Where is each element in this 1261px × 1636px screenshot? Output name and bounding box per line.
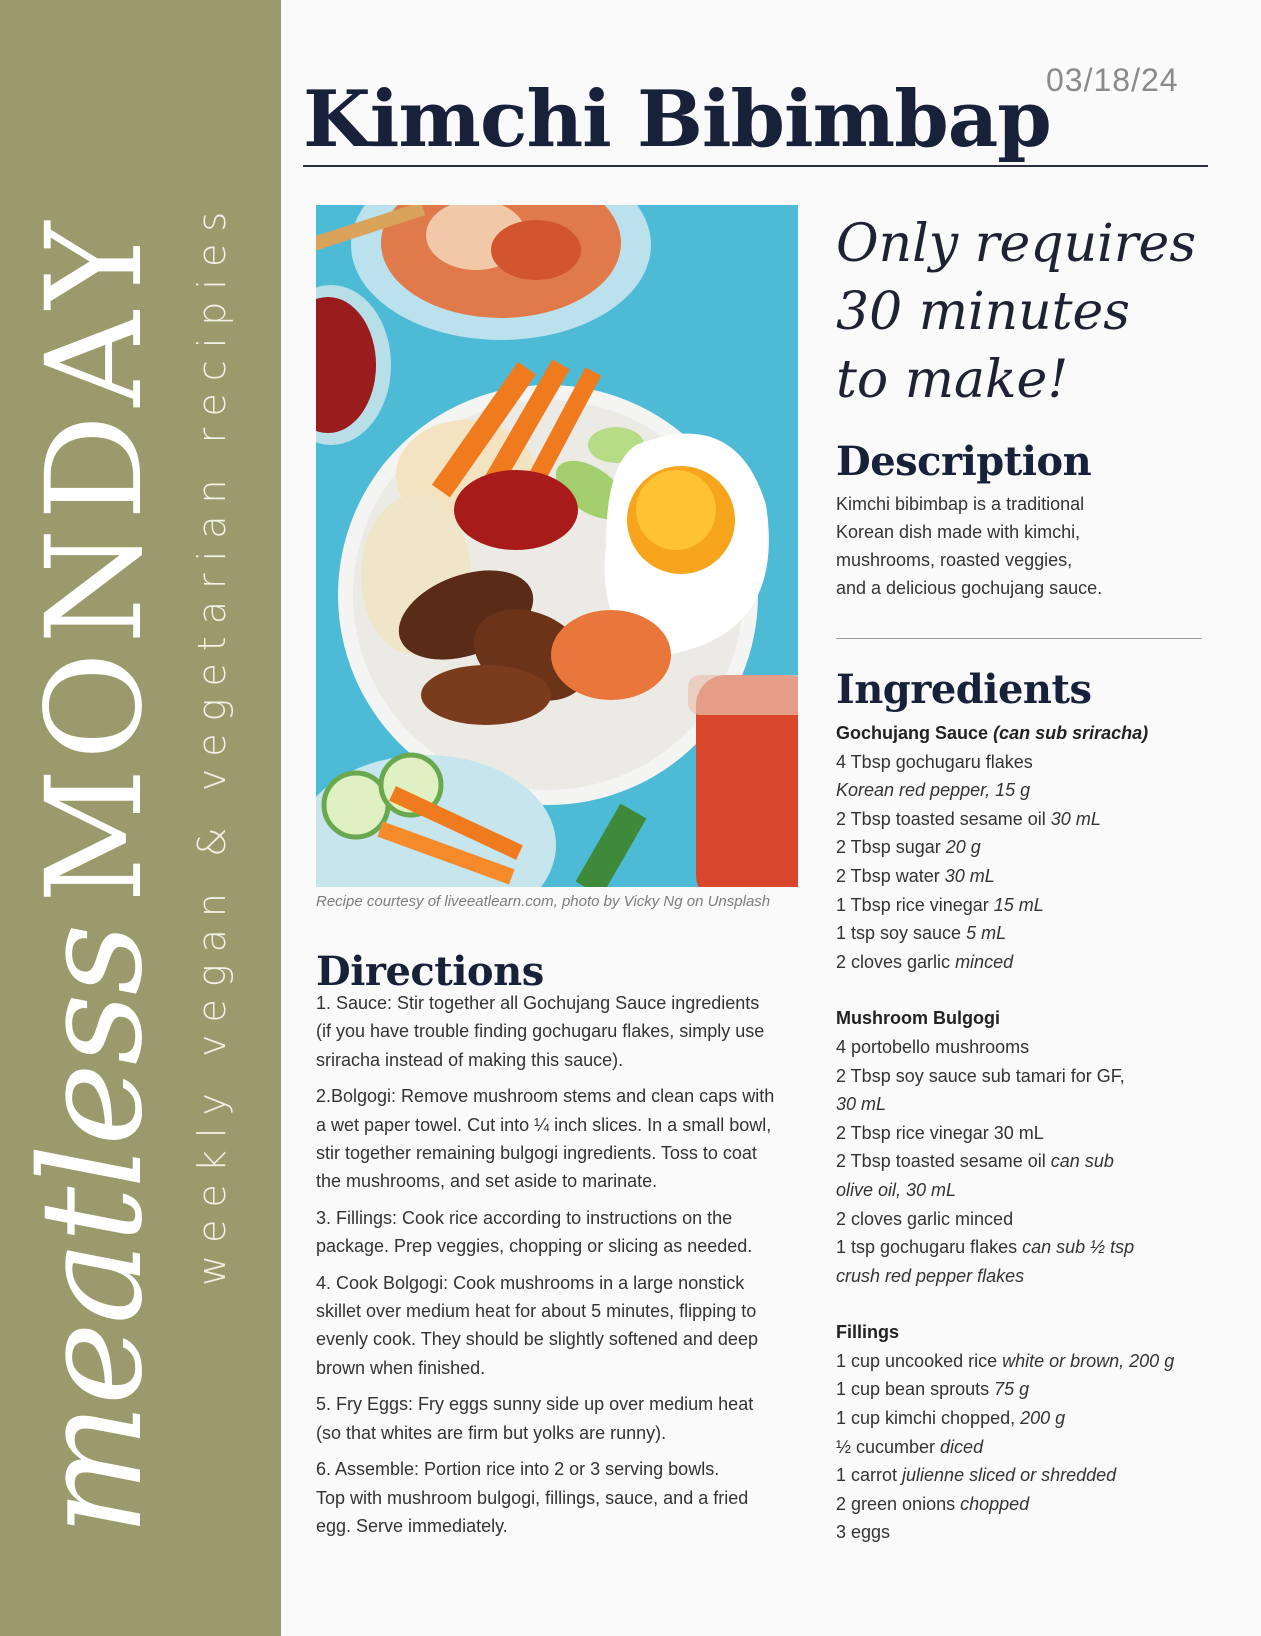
ingredients-heading: Ingredients <box>836 666 1092 713</box>
ingredient-text: 2 Tbsp rice vinegar 30 mL <box>836 1122 1044 1143</box>
ingredient-note: minced <box>955 951 1014 972</box>
ingredient-text: 2 green onions <box>836 1493 961 1514</box>
ingredient-text: 1 cup kimchi chopped, <box>836 1408 1021 1429</box>
ingredient-item <box>836 1490 1236 1519</box>
ingredient-note: chopped <box>960 1493 1030 1514</box>
ingredient-item <box>836 1176 1236 1205</box>
tagline-line: to make! <box>836 350 1069 410</box>
ingredient-group-title: Mushroom Bulgogi <box>836 1008 1000 1029</box>
ingredient-note: julienne sliced or shredded <box>902 1465 1117 1486</box>
ingredient-item <box>836 1062 1236 1091</box>
section-divider <box>836 638 1202 639</box>
ingredient-text: 4 portobello mushrooms <box>836 1036 1030 1057</box>
ingredient-text: 1 tsp gochugaru flakes <box>836 1237 1023 1258</box>
brand-caps: MONDAY <box>18 213 172 904</box>
group-title-text: Gochujang Sauce <box>836 723 989 743</box>
photo-caption: Recipe courtesy of liveeatlearn.com, photo by Vicky Ng on Unsplash <box>316 893 771 910</box>
ingredient-text: 1 cup bean sprouts <box>836 1379 995 1400</box>
direction-step <box>316 1390 806 1447</box>
direction-line: 2.Bolgogi: Remove mushroom stems and clean caps with <box>316 1086 775 1107</box>
direction-line: 1. Sauce: Stir together all Gochujang Sauce ingredients <box>316 993 760 1013</box>
ingredient-note: can sub <box>1050 1151 1114 1172</box>
ingredient-item <box>836 891 1236 920</box>
tagline <box>836 210 1196 414</box>
brand-script: meatless <box>11 925 174 1536</box>
ingredient-text: 1 Tbsp rice vinegar <box>836 894 994 915</box>
direction-line: a wet paper towel. Cut into ¼ inch slices. In a small bowl, <box>316 1114 772 1135</box>
title-divider <box>303 165 1208 167</box>
description-text <box>836 490 1166 602</box>
ingredient-group-title <box>836 719 1236 748</box>
page-title: Kimchi Bibimbap <box>303 74 1051 165</box>
group-spacer <box>836 976 1236 1004</box>
ingredient-item <box>836 776 1236 805</box>
tagline-line: 30 minutes <box>836 282 1130 342</box>
ingredient-group-title: Fillings <box>836 1322 899 1343</box>
ingredient-item <box>836 1461 1236 1490</box>
ingredient-item <box>836 1119 1236 1148</box>
direction-line: (if you have trouble finding gochugaru flakes, simply use <box>316 1021 765 1042</box>
ingredient-text: ½ cucumber <box>836 1436 941 1457</box>
ingredient-text: 2 Tbsp water <box>836 865 945 886</box>
direction-line: skillet over medium heat for about 5 minutes, flipping to <box>316 1301 757 1322</box>
ingredient-note: olive oil, 30 mL <box>836 1179 957 1200</box>
description-line: Korean dish made with kimchi, <box>836 522 1081 542</box>
ingredient-note: crush red pepper flakes <box>836 1265 1025 1286</box>
ingredient-item <box>836 862 1236 891</box>
ingredient-item <box>836 833 1236 862</box>
ingredient-item <box>836 805 1236 834</box>
ingredient-text: 1 carrot <box>836 1465 903 1486</box>
ingredient-text: 2 cloves garlic <box>836 951 956 972</box>
description-line: and a delicious gochujang sauce. <box>836 578 1103 598</box>
description-heading: Description <box>836 438 1092 485</box>
direction-line: Top with mushroom bulgogi, fillings, sauce, and a fried <box>316 1487 749 1508</box>
ingredient-item <box>836 1033 1236 1062</box>
ingredient-note: can sub ½ tsp <box>1022 1237 1135 1258</box>
ingredient-note: 5 mL <box>966 923 1007 944</box>
fillings-items <box>836 1347 1236 1547</box>
ingredient-text: 2 Tbsp toasted sesame oil <box>836 808 1051 829</box>
ingredient-item <box>836 1347 1236 1376</box>
direction-line: 3. Fillings: Cook rice according to instructions on the <box>316 1207 733 1228</box>
direction-step <box>316 1204 806 1261</box>
direction-line: 4. Cook Bolgogi: Cook mushrooms in a large nonstick <box>316 1272 745 1293</box>
ingredient-item <box>836 1433 1236 1462</box>
direction-line: evenly cook. They should be slightly softened and deep <box>316 1329 758 1350</box>
ingredient-item <box>836 1404 1236 1433</box>
brand-subtitle: weekly vegan & vegetarian recipies <box>190 199 234 1286</box>
direction-line: stir together remaining bulgogi ingredients. Toss to coat <box>316 1143 757 1164</box>
direction-line: brown when finished. <box>316 1357 486 1378</box>
ingredient-item <box>836 919 1236 948</box>
ingredient-item <box>836 748 1236 777</box>
brand-wordmark <box>8 214 180 1536</box>
group-title-note: (can sub sriracha) <box>993 723 1149 743</box>
description-line: Kimchi bibimbap is a traditional <box>836 494 1085 514</box>
ingredient-note: 15 mL <box>993 894 1044 915</box>
ingredient-item <box>836 1262 1236 1291</box>
ingredient-text: 2 Tbsp toasted sesame oil <box>836 1151 1051 1172</box>
ingredient-item <box>836 948 1236 977</box>
direction-step <box>316 1455 806 1540</box>
ingredients-list <box>836 719 1236 1547</box>
ingredient-text: 1 cup uncooked rice <box>836 1350 1003 1371</box>
ingredient-text: 3 eggs <box>836 1522 891 1543</box>
ingredient-note: 200 g <box>1020 1408 1066 1429</box>
ingredient-note: 20 g <box>945 837 981 858</box>
direction-step <box>316 989 806 1074</box>
ingredient-note: 30 mL <box>836 1094 887 1115</box>
ingredient-note: 30 mL <box>1050 808 1101 829</box>
ingredient-note: 30 mL <box>944 865 995 886</box>
sauce-items <box>836 748 1236 977</box>
ingredient-item <box>836 1233 1236 1262</box>
description-line: mushrooms, roasted veggies, <box>836 550 1073 570</box>
bulgogi-items <box>836 1033 1236 1290</box>
ingredient-item <box>836 1518 1236 1547</box>
direction-line: the mushrooms, and set aside to marinate. <box>316 1171 658 1192</box>
ingredient-note: white or brown, 200 g <box>1002 1350 1175 1371</box>
direction-line: sriracha instead of making this sauce). <box>316 1049 624 1070</box>
ingredient-item <box>836 1090 1236 1119</box>
direction-step <box>316 1269 806 1383</box>
ingredient-note: 75 g <box>994 1379 1030 1400</box>
ingredient-note: diced <box>940 1436 984 1457</box>
ingredient-text: 2 cloves garlic minced <box>836 1208 1014 1229</box>
brand-rotated <box>0 0 281 1636</box>
ingredient-text: 2 Tbsp sugar <box>836 837 946 858</box>
direction-line: egg. Serve immediately. <box>316 1515 508 1536</box>
direction-step <box>316 1082 806 1196</box>
ingredient-note: Korean red pepper, 15 g <box>836 780 1031 801</box>
direction-line: package. Prep veggies, chopping or slicing as needed. <box>316 1236 753 1257</box>
direction-line: (so that whites are firm but yolks are runny). <box>316 1422 667 1443</box>
ingredient-item <box>836 1205 1236 1234</box>
issue-date: 03/18/24 <box>1046 62 1179 98</box>
direction-line: 6. Assemble: Portion rice into 2 or 3 serving bowls. <box>316 1459 720 1480</box>
ingredient-text: 1 tsp soy sauce <box>836 923 967 944</box>
ingredient-text: 4 Tbsp gochugaru flakes <box>836 751 1033 772</box>
ingredient-text: 2 Tbsp soy sauce sub tamari for GF, <box>836 1065 1125 1086</box>
ingredient-item <box>836 1147 1236 1176</box>
recipe-photo <box>316 205 798 887</box>
bibimbap-illustration <box>316 205 798 887</box>
tagline-line: Only requires <box>836 214 1197 274</box>
group-spacer <box>836 1290 1236 1318</box>
direction-line: 5. Fry Eggs: Fry eggs sunny side up over medium heat <box>316 1394 754 1415</box>
ingredient-item <box>836 1375 1236 1404</box>
directions-list <box>316 989 806 1548</box>
directions-heading: Directions <box>316 948 544 995</box>
brand-sidebar <box>0 0 281 1636</box>
